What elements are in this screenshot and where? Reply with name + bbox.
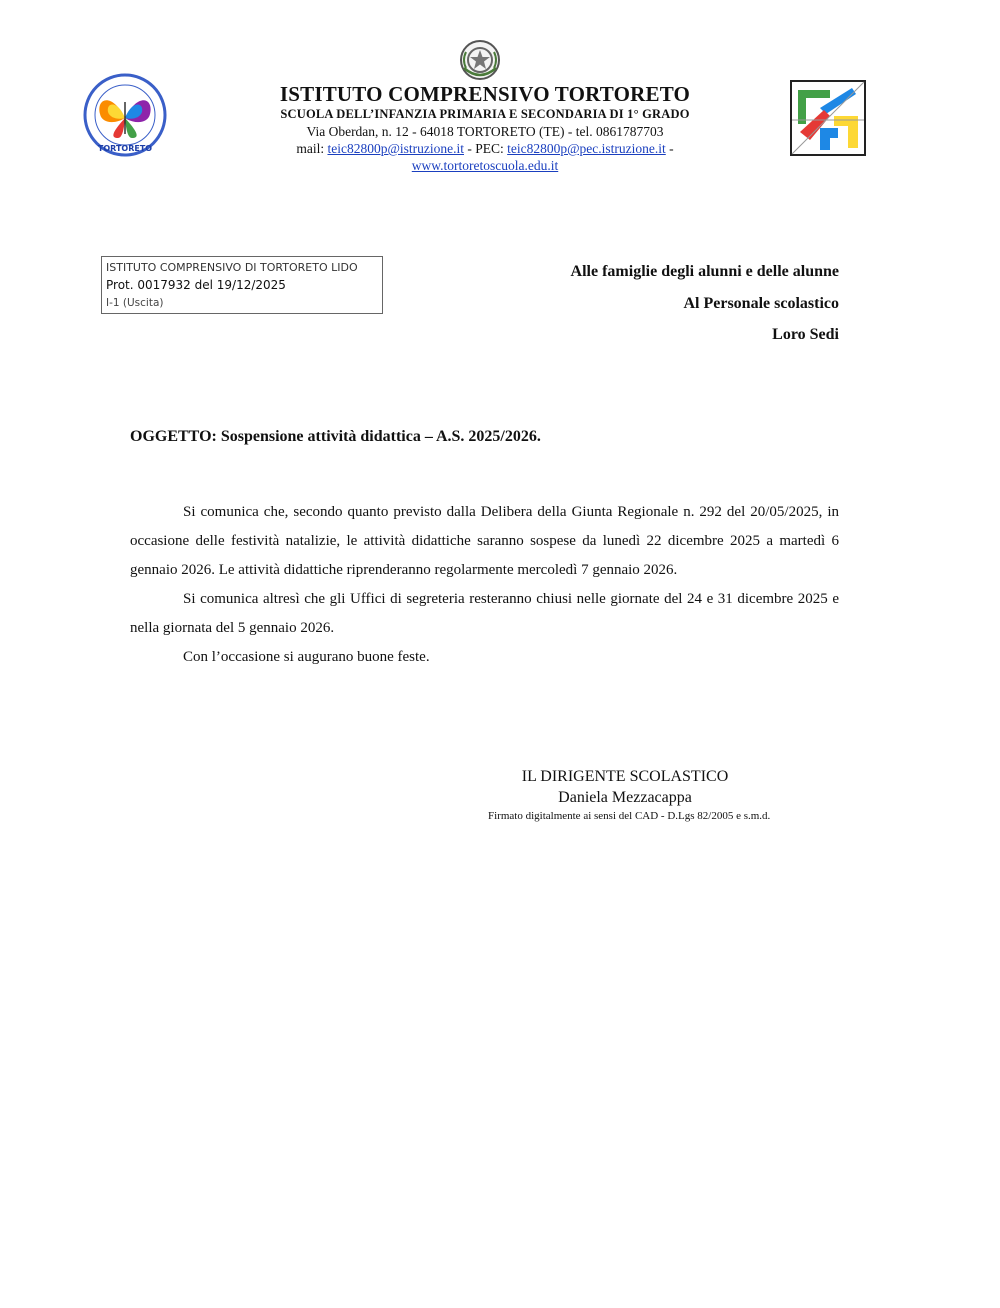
recipient-seats: Loro Sedi (772, 326, 839, 343)
school-subtitle: SCUOLA DELL’INFANZIA PRIMARIA E SECONDARIA DI 1° GRADO (280, 107, 690, 121)
republic-emblem-icon (458, 38, 502, 82)
pec-label: - PEC: (464, 141, 508, 156)
pec-tail: - (665, 141, 674, 156)
stamp-protocol-number: Prot. 0017932 del 19/12/2025 (106, 278, 286, 292)
protocol-stamp (101, 256, 383, 314)
mail-link[interactable]: teic82800p@istruzione.it (327, 141, 464, 156)
paragraph-offices: Si comunica altresì che gli Uffici di segreteria resteranno chiusi nelle giornate del 24 e 31 dicembre 2025 e nella giornata del 5 gennaio 2026. (130, 591, 839, 636)
letter-body (130, 498, 839, 672)
signer-role: IL DIRIGENTE SCOLASTICO (521, 768, 729, 785)
stamp-direction: I-1 (Uscita) (106, 297, 164, 309)
letterhead (200, 82, 770, 174)
signer-name: Daniela Mezzacappa (558, 789, 692, 806)
contact-line (200, 140, 770, 157)
svg-text:TORTORETO: TORTORETO (97, 144, 153, 153)
signature-block (470, 766, 860, 822)
digital-signature-note: Firmato digitalmente ai sensi del CAD - D.Lgs 82/2005 e s.m.d. (488, 810, 771, 822)
stamp-institute: ISTITUTO COMPRENSIVO DI TORTORETO LIDO (106, 261, 358, 274)
school-blocks-logo (790, 80, 866, 156)
recipient-staff: Al Personale scolastico (683, 294, 839, 312)
school-butterfly-logo (82, 72, 168, 158)
paragraph-greetings: Con l’occasione si augurano buone feste. (183, 649, 430, 665)
school-address: Via Oberdan, n. 12 - 64018 TORTORETO (TE) - tel. 0861787703 (306, 124, 664, 139)
mail-label: mail: (296, 141, 328, 156)
recipients-block (571, 256, 839, 351)
website-link[interactable]: www.tortoretoscuola.edu.it (411, 158, 559, 173)
pec-link[interactable]: teic82800p@pec.istruzione.it (507, 141, 666, 156)
letter-subject: OGGETTO: Sospensione attività didattica – A.S. 2025/2026. (130, 428, 541, 445)
school-name: ISTITUTO COMPRENSIVO TORTORETO (279, 82, 691, 106)
recipient-families: Alle famiglie degli alunni e delle alunne (570, 263, 839, 280)
paragraph-suspension: Si comunica che, secondo quanto previsto dalla Delibera della Giunta Regionale n. 292 del 20/05/2025, in occasione delle festività natalizie, le attività didattiche saranno sospese da lunedì 22 dicembre 2025 a martedì 6 gennaio 2026. Le attività didattiche riprenderanno regolarmente mercoledì 7 gennaio 2026. (130, 504, 839, 578)
